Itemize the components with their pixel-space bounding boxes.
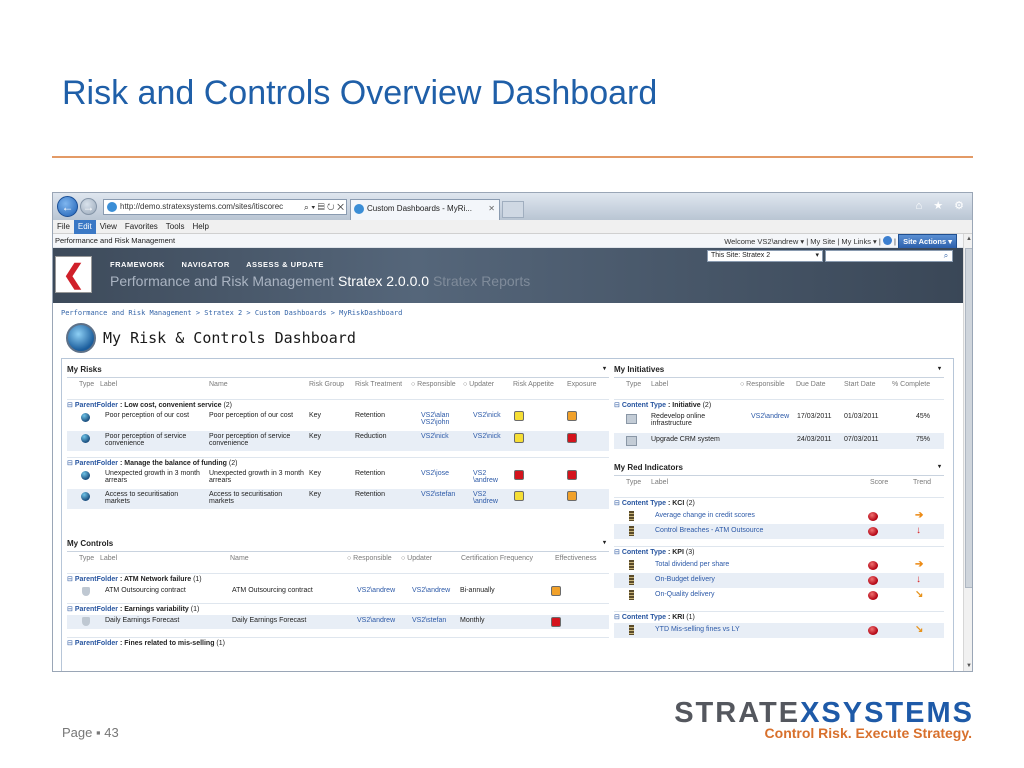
group-count: (2) [221,402,232,409]
trend-diagonal-down-icon: ↘ [915,589,924,600]
indicator-label[interactable]: YTD Mis-selling fines vs LY [655,626,740,633]
group-count: (2) [700,402,712,409]
menu-file[interactable]: File [57,222,70,231]
panel-menu-icon[interactable]: ▾ [602,366,606,372]
stratex-logo[interactable]: ❮ [55,256,92,293]
initiative-group-header[interactable] [614,399,944,409]
my-links-menu[interactable]: My Links ▾ [841,237,877,246]
effectiveness-status [551,617,561,627]
indicator-type-icon [629,526,634,536]
browser-tab[interactable] [350,199,500,220]
indicator-type-icon [629,625,634,635]
trend-down-icon: ↓ [916,525,921,536]
risk-type-icon [81,413,90,422]
initiative-due-date: 17/03/2011 [797,413,832,420]
risk-row[interactable] [67,469,609,489]
risk-group: Key [309,470,322,477]
initiative-row[interactable] [614,433,944,449]
col-exposure[interactable]: Exposure [567,381,597,388]
col-responsible[interactable]: ○ Responsible [411,381,456,388]
risk-type-icon [81,434,90,443]
initiative-start-date: 07/03/2011 [844,436,879,443]
control-responsible[interactable]: VS2\andrew [357,617,396,624]
control-label[interactable]: Daily Earnings Forecast [105,617,180,624]
risk-type-icon [81,492,90,501]
risk-name: Unexpected growth in 3 month arrears [209,470,304,484]
forward-arrow-icon: → [82,199,95,214]
my-red-indicators-heading [614,463,944,475]
group-count: (2) [684,500,695,507]
indicator-type-icon [629,560,634,570]
address-tools-icons[interactable]: ⌕ ▾ ▤ ↻ ✕ [303,202,344,212]
back-arrow-icon: ← [61,199,74,214]
indicator-label[interactable]: On-Budget delivery [655,576,715,583]
group-title: : ATM Network failure [118,576,192,583]
col-risk-appetite[interactable]: Risk Appetite [513,381,554,388]
group-prefix: Content Type [621,402,667,409]
indicator-group-header[interactable] [614,611,944,621]
my-red-indicators-title: My Red Indicators [614,463,683,472]
heading-divider [67,377,609,378]
risk-label[interactable]: Access to securitisation markets [105,491,179,505]
risk-group-header[interactable] [67,399,609,409]
col-responsible[interactable]: ○ Responsible [347,555,392,562]
risk-responsible[interactable]: VS2\alan VS2\john [421,412,450,426]
group-count: (3) [683,549,695,556]
collapse-icon[interactable]: ⊟ [614,500,620,507]
my-risks-heading [67,365,609,377]
group-prefix: ParentFolder [74,640,119,647]
indicator-group-header[interactable] [614,497,944,507]
group-prefix: ParentFolder [74,606,119,613]
control-type-icon [82,587,90,596]
col-start-date[interactable]: Start Date [844,381,876,388]
col-type[interactable]: Type [79,555,95,562]
col-name[interactable]: Name [230,555,249,562]
dashboard-globe-icon [66,323,96,353]
risk-group: Key [309,491,322,498]
risk-responsible[interactable]: VS2\nick [421,433,449,440]
indicator-label[interactable]: Average change in credit scores [655,512,755,519]
control-group-header[interactable] [67,603,609,613]
collapse-icon[interactable]: ⊟ [67,640,73,647]
nav-framework[interactable]: FRAMEWORK [110,260,165,269]
indicator-group-header[interactable] [614,546,944,556]
col-label[interactable]: Label [651,381,669,388]
my-controls-title: My Controls [67,539,114,548]
panel-menu-icon[interactable]: ▾ [937,366,941,372]
scrollbar-thumb[interactable] [965,248,973,588]
top-navigation [110,260,338,269]
collapse-icon[interactable]: ⊟ [614,614,620,621]
home-favorites-tools-icons[interactable]: ⌂ ★ ⚙ [915,200,968,212]
my-red-indicators-panel [614,463,944,663]
col-certification-frequency[interactable]: Certification Frequency [461,555,533,562]
menu-help[interactable]: Help [192,222,209,231]
col-effectiveness[interactable]: Effectiveness [555,555,597,562]
collapse-icon[interactable]: ⊟ [67,460,73,467]
collapse-icon[interactable]: ⊟ [614,402,620,409]
risks-column-headers [67,381,609,392]
col-complete[interactable]: % Complete [892,381,931,388]
initiative-type-icon [626,436,637,446]
search-input[interactable] [825,250,953,262]
welcome-menu[interactable]: Welcome VS2\andrew ▾ [724,237,805,246]
risk-treatment: Retention [355,470,385,477]
risk-group: Key [309,433,322,440]
address-url: http://demo.stratexsystems.com/sites/itiscorec [120,202,284,211]
slide-title: Risk and Controls Overview Dashboard [62,74,658,112]
chevron-down-icon: ▾ [815,252,819,259]
my-site-link[interactable]: My Site [810,237,836,246]
col-risk-treatment[interactable]: Risk Treatment [355,381,403,388]
brand-name-x: X [800,697,822,729]
initiative-start-date: 01/03/2011 [844,413,879,420]
group-prefix: Content Type [621,500,667,507]
browser-toolbar [53,193,973,220]
group-title: : Earnings variability [118,606,189,613]
page-number-value: 43 [104,725,119,740]
risk-group-header[interactable] [67,457,609,467]
indicator-row[interactable] [614,623,944,638]
group-title: : KPI [666,549,684,556]
trend-down-icon: ↓ [916,574,921,585]
score-red-icon [868,576,878,585]
control-frequency: Bi-annually [460,587,495,594]
risk-label[interactable]: Poor perception of our cost [105,412,190,419]
brand-name-part2: SYSTEMS [821,697,974,729]
risk-appetite-status [514,433,524,443]
exposure-status [567,411,577,421]
indicator-label[interactable]: On-Quality delivery [655,591,715,598]
brand-tagline: Control Risk. Execute Strategy. [764,725,972,741]
group-title: : Fines related to mis-selling [118,640,215,647]
collapse-icon[interactable]: ⊟ [614,549,620,556]
group-count: (1) [684,614,695,621]
group-title: : KRI [666,614,685,621]
indicator-label[interactable]: Total dividend per share [655,561,730,568]
initiative-complete: 45% [916,413,931,420]
initiative-responsible[interactable]: VS2\andrew [751,413,790,420]
group-prefix: ParentFolder [74,576,119,583]
browser-screenshot [52,192,973,672]
group-title: : KCI [666,500,685,507]
indicator-type-icon [629,511,634,521]
risk-name: Access to securitisation markets [209,491,283,505]
risk-name: Poor perception of service convenience [209,433,291,447]
group-title: : Initiative [666,402,701,409]
control-label[interactable]: ATM Outsourcing contract [105,587,186,594]
score-red-icon [868,561,878,570]
indicator-row[interactable] [614,588,944,603]
col-trend[interactable]: Trend [913,479,932,486]
vertical-scrollbar[interactable] [963,234,973,672]
group-title: : Low cost, convenient service [118,402,222,409]
risk-updater[interactable]: VS2 \andrew [473,491,498,505]
col-name[interactable]: Name [209,381,228,388]
risk-label[interactable]: Poor perception of service convenience [105,433,187,447]
trend-diagonal-down-icon: ↘ [915,624,924,635]
group-prefix: ParentFolder [74,460,119,467]
stratex-systems-logo [598,697,974,747]
control-group-header[interactable] [67,637,609,647]
initiative-due-date: 24/03/2011 [797,436,832,443]
trend-right-icon: ➔ [915,510,924,521]
risk-updater[interactable]: VS2\nick [473,412,501,419]
risk-row[interactable] [67,489,609,509]
risk-appetite-status [514,411,524,421]
panel-menu-icon[interactable]: ▾ [602,540,606,546]
brand-name-part1: STRATE [674,697,801,729]
sharepoint-top-bar [53,234,963,248]
control-row[interactable] [67,615,609,629]
indicator-row[interactable] [614,509,944,524]
risk-row[interactable] [67,411,609,431]
indicator-row[interactable] [614,558,944,573]
risk-appetite-status [514,470,524,480]
risk-updater[interactable]: VS2 \andrew [473,470,498,484]
group-count: (2) [226,460,238,467]
control-frequency: Monthly [460,617,485,624]
col-due-date[interactable]: Due Date [796,381,826,388]
nav-navigator[interactable]: NAVIGATOR [181,260,230,269]
ie-page-icon [107,202,117,212]
menu-edit[interactable]: Edit [74,220,96,234]
site-label[interactable]: Performance and Risk Management [55,236,176,245]
my-initiatives-panel [614,365,944,457]
my-controls-heading [67,539,609,551]
my-risks-title: My Risks [67,365,102,374]
page-title: My Risk & Controls Dashboard [103,329,356,347]
risk-treatment: Reduction [355,433,387,440]
indicator-type-icon [629,575,634,585]
risk-type-icon [81,471,90,480]
site-title-reports[interactable]: Stratex Reports [432,273,531,289]
ie-tab-icon [354,204,364,214]
scroll-up-icon[interactable]: ▲ [966,236,972,242]
menu-view[interactable]: View [99,222,117,231]
indicator-type-icon [629,590,634,600]
page-label: Page [62,725,93,740]
col-type[interactable]: Type [626,479,642,486]
new-tab-button[interactable] [502,201,524,218]
effectiveness-status [551,586,561,596]
col-label[interactable]: Label [100,555,118,562]
forward-button[interactable] [80,198,97,215]
exposure-status [567,470,577,480]
heading-divider [614,377,944,378]
nav-assess-update[interactable]: ASSESS & UPDATE [246,260,324,269]
menu-tools[interactable]: Tools [165,222,185,231]
site-title-main[interactable]: Performance and Risk Management [110,273,335,289]
group-count: (1) [191,576,202,583]
col-type[interactable]: Type [626,381,642,388]
control-responsible[interactable]: VS2\andrew [357,587,396,594]
group-prefix: ParentFolder [74,402,119,409]
my-controls-panel [67,539,609,672]
score-red-icon [868,527,878,536]
control-name: Daily Earnings Forecast [232,617,307,624]
col-risk-group[interactable]: Risk Group [309,381,345,388]
control-row[interactable] [67,585,609,599]
initiative-complete: 75% [916,436,931,443]
my-initiatives-heading [614,365,944,377]
indicators-column-headers [614,479,944,490]
risk-appetite-status [514,491,524,501]
col-updater[interactable]: ○ Updater [463,381,495,388]
col-score[interactable]: Score [870,479,889,486]
control-updater[interactable]: VS2\stefan [412,617,447,624]
group-prefix: Content Type [621,549,667,556]
site-title [110,273,530,289]
score-red-icon [868,591,878,600]
tab-title: Custom Dashboards - MyRi... [367,204,472,213]
collapse-icon[interactable]: ⊟ [67,606,73,613]
site-actions-button[interactable]: Site Actions ▾ [898,234,957,250]
risk-treatment: Retention [355,412,385,419]
group-count: (1) [214,640,225,647]
risk-row[interactable] [67,431,609,451]
address-bar[interactable] [103,199,347,215]
col-updater[interactable]: ○ Updater [401,555,433,562]
exposure-status [567,491,577,501]
risk-group: Key [309,412,322,419]
user-links: Welcome VS2\andrew ▾ | My Site | My Links ▾ | | Site Actions ▾ [724,234,957,250]
exposure-status [567,433,577,443]
search-icon[interactable]: ⌕ [943,251,949,260]
risk-label[interactable]: Unexpected growth in 3 month arrears [105,470,200,484]
help-icon[interactable] [883,236,892,245]
menu-favorites[interactable]: Favorites [124,222,158,231]
my-initiatives-title: My Initiatives [614,365,665,374]
risk-updater[interactable]: VS2\nick [473,433,501,440]
controls-column-headers [67,555,609,566]
initiative-label[interactable]: Upgrade CRM system [651,436,720,443]
breadcrumb[interactable]: Performance and Risk Management > Stratex 2 > Custom Dashboards > MyRiskDashboard [61,309,403,317]
collapse-icon[interactable]: ⊟ [67,576,73,583]
indicator-row[interactable] [614,573,944,588]
initiative-label[interactable]: Redevelop online infrastructure [651,413,706,427]
panel-menu-icon[interactable]: ▾ [937,464,941,470]
col-label[interactable]: Label [100,381,118,388]
risk-responsible[interactable]: VS2\stefan [421,491,456,498]
scroll-down-icon[interactable]: ▼ [966,663,972,669]
group-prefix: Content Type [621,614,667,621]
menu-bar [53,220,973,234]
group-count: (1) [188,606,200,613]
initiative-row[interactable] [614,411,944,433]
risk-responsible[interactable]: VS2\jose [421,470,450,477]
close-tab-icon[interactable]: ✕ [488,204,495,213]
risk-name: Poor perception of our cost [209,412,294,419]
control-updater[interactable]: VS2\andrew [412,587,451,594]
dashboard-content [61,358,954,672]
col-type[interactable]: Type [79,381,95,388]
site-banner [53,248,963,303]
search-scope-select[interactable] [707,250,823,262]
search-scope-value: This Site: Stratex 2 [711,252,771,259]
indicator-row[interactable] [614,524,944,539]
control-group-header[interactable] [67,573,609,583]
col-label[interactable]: Label [651,479,669,486]
group-title: : Manage the balance of funding [118,460,227,467]
initiatives-column-headers [614,381,944,392]
score-red-icon [868,626,878,635]
heading-divider [67,551,609,552]
control-type-icon [82,617,90,626]
site-title-version[interactable]: Stratex 2.0.0.0 [338,273,430,289]
control-name: ATM Outsourcing contract [232,587,313,594]
heading-divider [614,475,944,476]
risk-treatment: Retention [355,491,385,498]
indicator-label[interactable]: Control Breaches - ATM Outsource [655,527,764,534]
collapse-icon[interactable]: ⊟ [67,402,73,409]
my-risks-panel [67,365,609,535]
initiative-type-icon [626,414,637,424]
page-number: Page ▪ 43 [62,725,119,740]
trend-right-icon: ➔ [915,559,924,570]
back-button[interactable] [57,196,78,217]
title-divider [52,156,973,158]
col-responsible[interactable]: ○ Responsible [740,381,785,388]
score-red-icon [868,512,878,521]
